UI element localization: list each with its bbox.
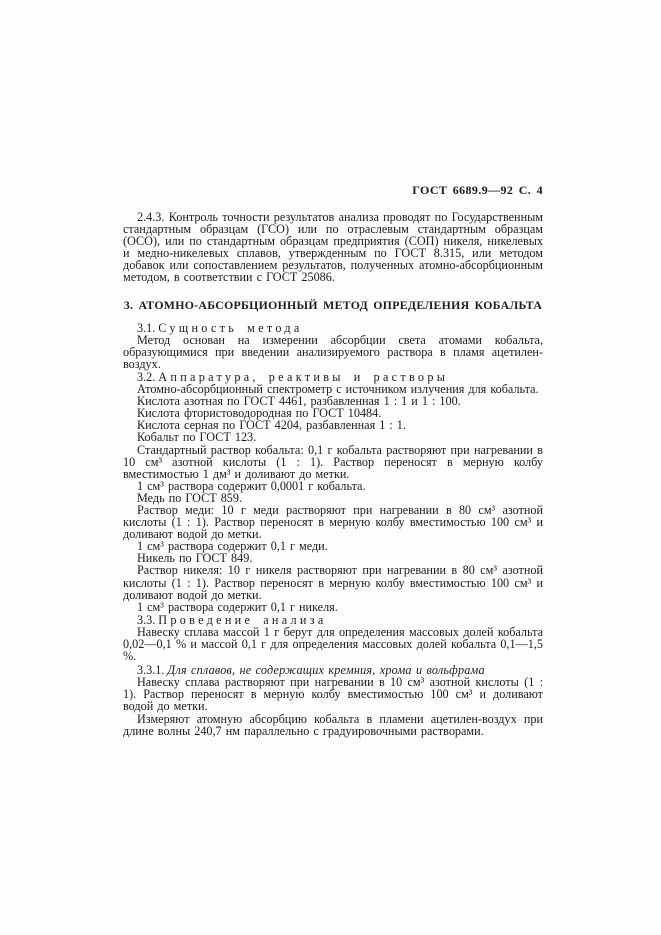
clause-title: Аппаратура, реактивы и растворы (158, 369, 449, 384)
page-header: ГОСТ 6689.9—92 С. 4 (412, 183, 543, 197)
paragraph: 1 см³ раствора содержит 0,1 г меди. (137, 539, 328, 554)
paragraph-2-4-3: 2.4.3. Контроль точности результатов анализа проводят по Государственным стандартным образцам (ГСО) или по отраслевым стандартным образцам (ОСО), или по стандартным образцам предприятия (СОП) никеля, никелевых и медно-никелевых сплавов, утвержденным по ГОСТ 8.315, или методом добавок или сопоставлением результатов, полученных атомно-абсорбционным методом, в соответствии с ГОСТ 25086. (123, 210, 543, 285)
paragraph: Кобальт по ГОСТ 123. (137, 430, 257, 445)
paragraph: Раствор меди: 10 г меди растворяют при нагревании в 80 см³ азотной кислоты (1 : 1). Раствор переносят в мерную колбу вместимостью 100 см³ и доливают водой до метки. (123, 502, 543, 542)
paragraph: Кислота фтористоводородная по ГОСТ 10484. (137, 406, 382, 421)
clause-number: 3.3. (137, 612, 156, 627)
clause-title: Проведение анализа (158, 612, 327, 627)
paragraph: 1 см³ раствора содержит 0,0001 г кобальта. (137, 478, 366, 493)
clause-title: Для сплавов, не содержащих кремния, хрома и вольфрама (167, 663, 485, 678)
paragraph: Кислота серная по ГОСТ 4204, разбавленная 1 : 1. (137, 418, 406, 433)
subsection-heading-3-1 (123, 322, 543, 334)
paragraph: Раствор никеля: 10 г никеля растворяют при нагревании в 80 см³ азотной кислоты (1 : 1). Раствор переносят в мерную колбу вместимостью 100 см³ и доливают водой до метки. (123, 563, 543, 602)
clause-number: 3.3.1. (137, 663, 165, 678)
paragraph: Измеряют атомную абсорбцию кобальта в пламени ацетилен-воздух при длине волны 240,7 нм параллельно с градуировочными растворами. (123, 711, 543, 738)
clause-number: 3.1. (137, 320, 156, 335)
clause-number: 3.2. (137, 369, 156, 384)
paragraph: Метод основан на измерении абсорбции света атомами кобальта, образующимися при введении анализируемого раствора в пламя ацетилен-воздух. (123, 332, 543, 371)
text-block (123, 183, 543, 737)
paragraph: Медь по ГОСТ 859. (137, 490, 243, 505)
section-heading-3: 3. АТОМНО-АБСОРБЦИОННЫЙ МЕТОД ОПРЕДЕЛЕНИЯ КОБАЛЬТА (123, 297, 543, 312)
paragraph: Атомно-абсорбционный спектрометр с источником излучения для кобальта. (137, 382, 539, 397)
paragraph: Навеску сплава массой 1 г берут для определения массовых долей кобальта 0,02—0,1 % и массой 0,1 г для определения массовых долей кобальта 0,1—1,5 %. (123, 624, 543, 664)
clause-title: Сущность метода (158, 320, 303, 335)
paragraph: Стандартный раствор кобальта: 0,1 г кобальта растворяют при нагревании в 10 см³ азотной кислоты (1 : 1). Раствор переносят в мерную колбу вместимостью 1 дм³ и доливают до метки. (123, 442, 543, 481)
paragraph: Навеску сплава растворяют при нагревании в 10 см³ азотной кислоты (1 : 1). Раствор переносят в мерную колбу вместимостью 100 см³ и доливают водой до метки. (123, 675, 543, 714)
paragraph: Кислота азотная по ГОСТ 4461, разбавленная 1 : 1 и 1 : 100. (137, 394, 461, 409)
paragraph: Никель по ГОСТ 849. (137, 551, 253, 566)
paragraph: 1 см³ раствора содержит 0,1 г никеля. (137, 599, 338, 614)
